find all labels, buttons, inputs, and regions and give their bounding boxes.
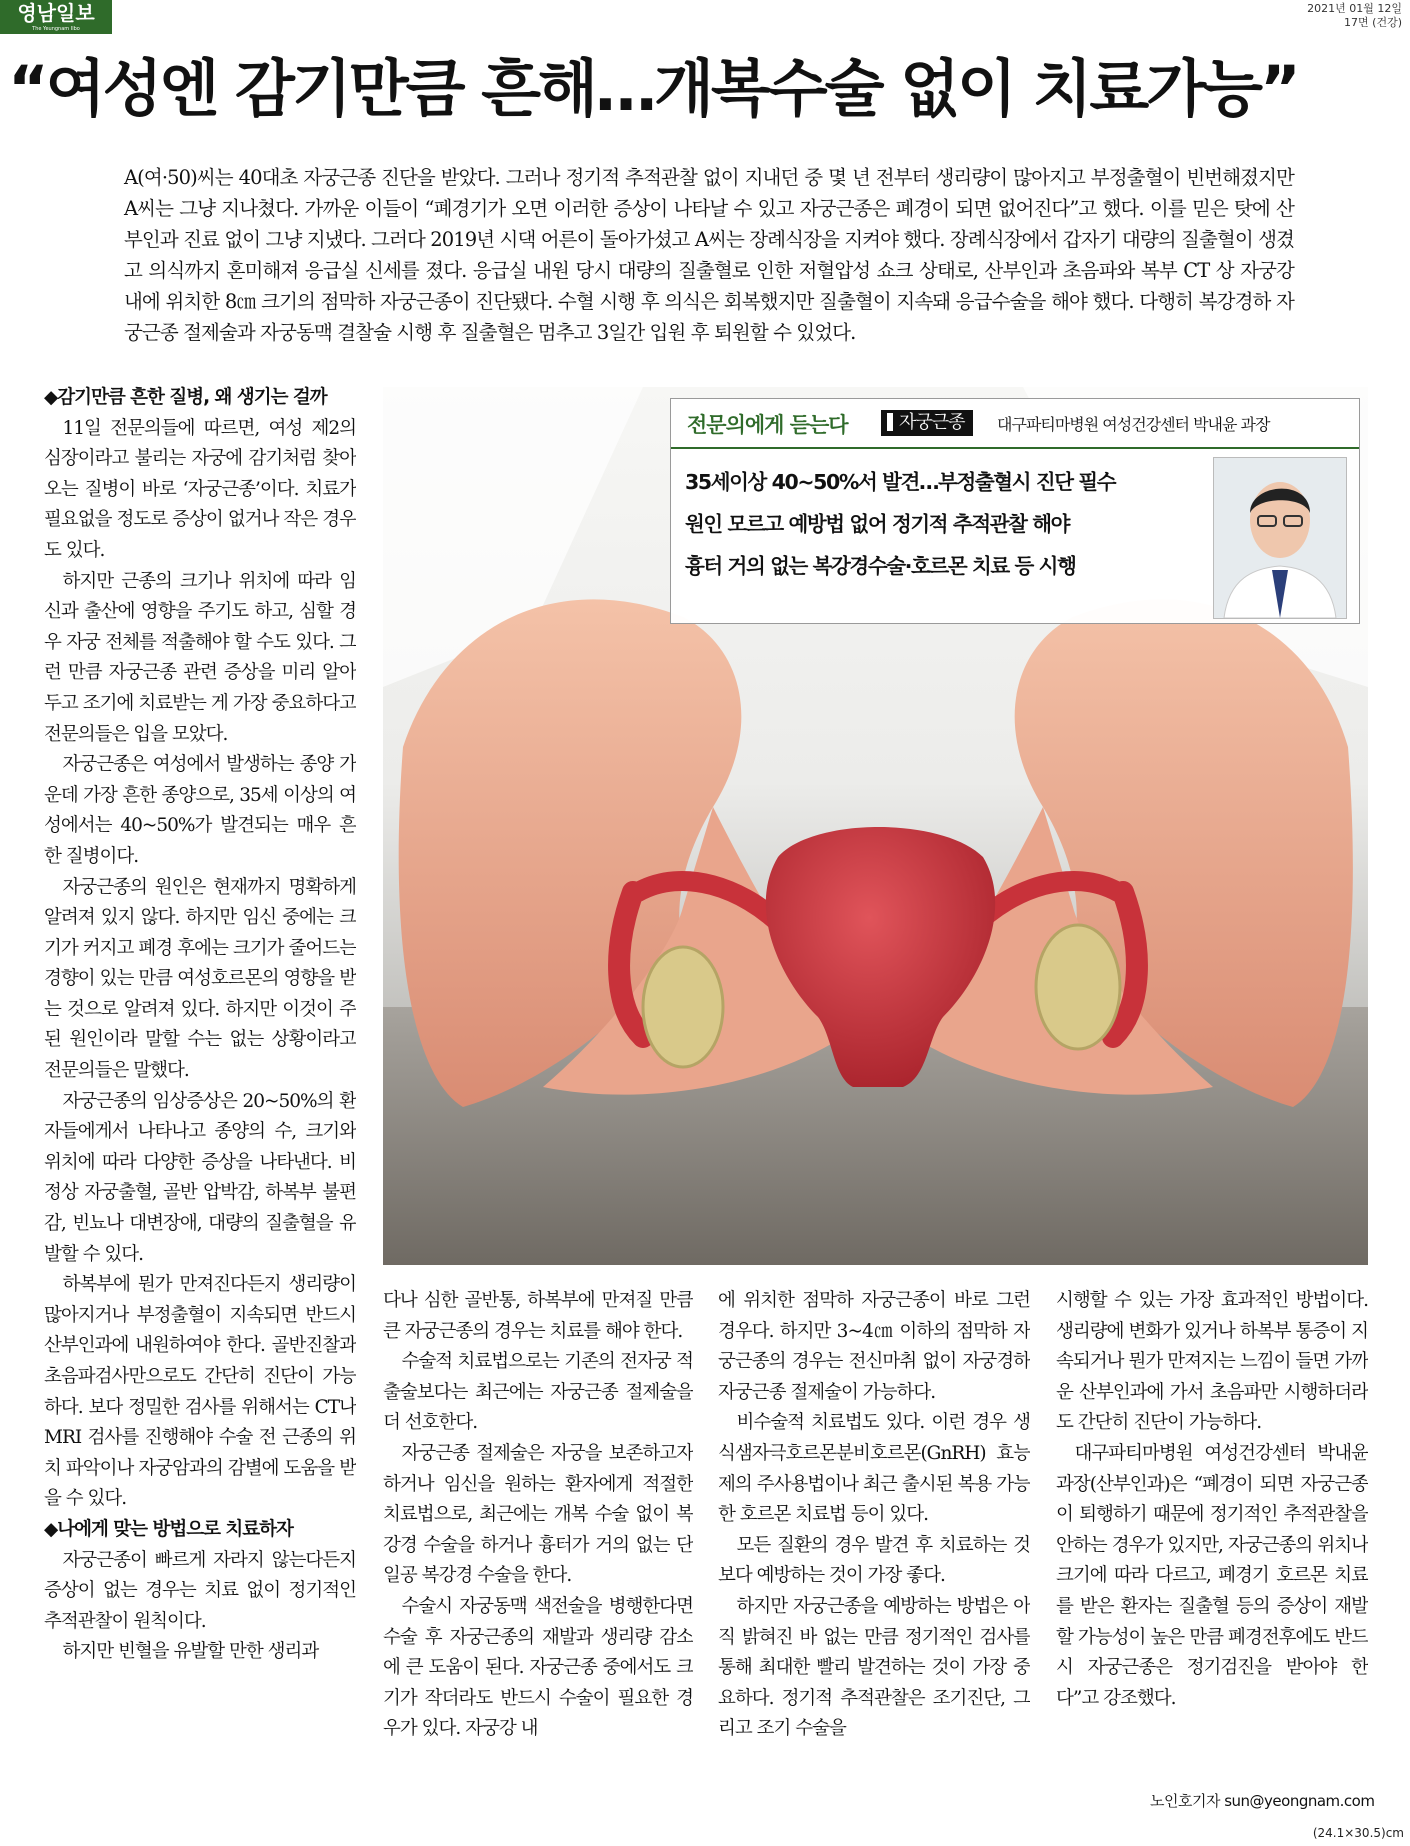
article-column-1 [44, 383, 356, 1813]
doctor-portrait [1213, 457, 1347, 619]
page-number: 17면 (건강) [1344, 16, 1402, 29]
square-bullet-icon [887, 413, 893, 431]
paragraph: 대구파티마병원 여성건강센터 박내윤 과장(산부인과)은 “폐경이 되면 자궁근종이 퇴행하기 때문에 정기적인 추적관찰을 안하는 경우가 있지만, 자궁근종의 위치나 크기에 따라 다르고, 폐경기 호르몬 치료를 받은 환자는 질출혈 등의 증상이 재발할 가능성이 높은 만큼 폐경전후에도 반드시 자궁근종은 정기검진을 받아야 한다”고 강조했다. [1056, 1442, 1368, 1709]
series-kicker: 전문의에게 듣는다 [687, 413, 848, 437]
expert-info-box [670, 398, 1360, 624]
reporter-byline: 노인호기자 sun@yeongnam.com [1150, 1792, 1375, 1810]
logo-text: 영남일보 [17, 1, 95, 25]
paragraph: 모든 질환의 경우 발견 후 치료하는 것보다 예방하는 것이 가장 좋다. [718, 1534, 1030, 1587]
topic-text: 자궁근종 [899, 412, 965, 433]
paragraph: 11일 전문의들에 따르면, 여성 제2의 심장이라고 불리는 자궁에 감기처럼 찾아오는 질병이 바로 ‘자궁근종’이다. 치료가 필요없을 정도로 증상이 없거나 작은 경우도 있다. [44, 417, 356, 561]
article-column-3 [718, 1286, 1030, 1816]
paragraph: 자궁근종 절제술은 자궁을 보존하고자 하거나 임신을 원하는 환자에게 적절한 치료법으로, 최근에는 개복 수술 없이 복강경 수술을 하거나 흉터가 거의 없는 단일공 복강경 수술을 한다. [383, 1442, 693, 1587]
issue-date: 2021년 01월 12일 [1307, 2, 1402, 15]
paragraph: 다나 심한 골반통, 하복부에 만져질 만큼 큰 자궁근종의 경우는 치료를 해야 한다. [383, 1290, 693, 1342]
topic-label [881, 410, 973, 436]
newspaper-logo [0, 0, 112, 34]
subheadline: 원인 모르고 예방법 없어 정기적 추적관찰 해야 [685, 512, 1070, 536]
paragraph: 수술시 자궁동맥 색전술을 병행한다면 수술 후 자궁근종의 재발과 생리량 감소에 큰 도움이 된다. 자궁근종 중에서도 크기가 작더라도 반드시 수술이 필요한 경우가 있다. 자궁강 내 [383, 1595, 693, 1740]
paragraph: 자궁근종의 원인은 현재까지 명확하게 알려져 있지 않다. 하지만 임신 중에는 크기가 커지고 폐경 후에는 크기가 줄어드는 경향이 있는 만큼 여성호르몬의 영향을 받는 것으로 알려져 있다. 하지만 이것이 주된 원인이라 말할 수는 없는 상황이라고 전문의들은 말했다. [44, 876, 356, 1082]
paragraph: 수술적 치료법으로는 기존의 전자궁 적출술보다는 최근에는 자궁근종 절제술을 더 선호한다. [383, 1351, 693, 1434]
article-size: (24.1×30.5)cm [1312, 1826, 1404, 1840]
paragraph: 자궁근종의 임상증상은 20~50%의 환자들에게서 나타나고 종양의 수, 크기와 위치에 따라 다양한 증상을 나타낸다. 비정상 자궁출혈, 골반 압박감, 하복부 불편감, 빈뇨나 대변장애, 대량의 질출혈을 유발할 수 있다. [44, 1090, 356, 1265]
paragraph: 자궁근종은 여성에서 발생하는 종양 가운데 가장 흔한 종양으로, 35세 이상의 여성에서는 40~50%가 발견되는 매우 흔한 질병이다. [44, 754, 356, 867]
paragraph: 비수술적 치료법도 있다. 이런 경우 생식샘자극호르몬분비호르몬(GnRH) 효능제의 주사용법이나 최근 출시된 복용 가능한 호르몬 치료법 등이 있다. [718, 1412, 1030, 1526]
headline: “여성엔 감기만큼 흔해…개복수술 없이 치료가능” [8, 52, 1298, 125]
article-column-4 [1056, 1286, 1368, 1816]
lead-paragraph: A(여·50)씨는 40대초 자궁근종 진단을 받았다. 그러나 정기적 추적관찰 없이 지내던 중 몇 년 전부터 생리량이 많아지고 부정출혈이 빈번해졌지만 A씨는 그냥 지나쳤다. 가까운 이들이 “폐경기가 오면 이러한 증상이 나타날 수 있고 자궁근종은 폐경이 되면 없어진다”고 했다. 이를 믿은 탓에 산부인과 진료 없이 그냥 지냈다. 그러다 2019년 시댁 어른이 돌아가셨고 A씨는 장례식장을 지켜야 했다. 장례식장에서 갑자기 대량의 질출혈이 생겼고 의식까지 혼미해져 응급실 신세를 졌다. 응급실 내원 당시 대량의 질출혈로 인한 저혈압성 쇼크 상태로, 산부인과 초음파와 복부 CT 상 자궁강 내에 위치한 8㎝ 크기의 점막하 자궁근종이 진단됐다. 수혈 시행 후 의식은 회복했지만 질출혈이 지속돼 응급수술을 해야 했다. 다행히 복강경하 자궁근종 절제술과 자궁동맥 결찰술 시행 후 질출혈은 멈추고 3일간 입원 후 퇴원할 수 있었다. [124, 166, 1294, 344]
subheadlines [685, 461, 1205, 587]
subheadline: 35세이상 40~50%서 발견…부정출혈시 진단 필수 [685, 470, 1116, 494]
paragraph: 시행할 수 있는 가장 효과적인 방법이다. 생리량에 변화가 있거나 하복부 통증이 지속되거나 뭔가 만져지는 느낌이 들면 가까운 산부인과에 가서 초음파만 시행하더라도 간단히 진단이 가능하다. [1056, 1290, 1368, 1434]
section-heading: ◆나에게 맞는 방법으로 치료하자 [44, 1518, 293, 1540]
paragraph: 에 위치한 점막하 자궁근종이 바로 그런 경우다. 하지만 3~4㎝ 이하의 점막하 자궁근종의 경우는 전신마취 없이 자궁경하 자궁근종 절제술이 가능하다. [718, 1290, 1030, 1403]
paragraph: 하지만 자궁근종을 예방하는 방법은 아직 밝혀진 바 없는 만큼 정기적인 검사를 통해 최대한 빨리 발견하는 것이 가장 중요하다. 정기적 추적관찰은 조기진단, 그리고 조기 수술을 [718, 1595, 1030, 1740]
logo-subtext: The Yeungnam Ilbo [32, 26, 80, 32]
subheadline: 흉터 거의 없는 복강경수술·호르몬 치료 등 시행 [685, 554, 1076, 578]
paragraph: 하지만 근종의 크기나 위치에 따라 임신과 출산에 영향을 주기도 하고, 심할 경우 자궁 전체를 적출해야 할 수도 있다. 그런 만큼 자궁근종 관련 증상을 미리 알아두고 조기에 치료받는 게 가장 중요하다고 전문의들은 입을 모았다. [44, 570, 356, 745]
paragraph: 하복부에 뭔가 만져진다든지 생리량이 많아지거나 부정출혈이 지속되면 반드시 산부인과에 내원하여야 한다. 골반진찰과 초음파검사만으로도 간단히 진단이 가능하다. 보다 정밀한 검사를 위해서는 CT나 MRI 검사를 진행해야 수술 전 근종의 위치 파악이나 자궁암과의 감별에 도움을 받을 수 있다. [44, 1274, 356, 1510]
article-column-2 [383, 1286, 693, 1816]
paragraph: 하지만 빈혈을 유발할 만한 생리과 [62, 1641, 319, 1663]
section-heading: ◆감기만큼 흔한 질병, 왜 생기는 걸까 [44, 387, 327, 408]
dateline [1307, 2, 1402, 30]
paragraph: 자궁근종이 빠르게 자라지 않는다든지 증상이 없는 경우는 치료 없이 정기적인 추적관찰이 원칙이다. [44, 1549, 356, 1632]
expert-byline: 대구파티마병원 여성건강센터 박내윤 과장 [997, 415, 1270, 434]
info-box-header [671, 399, 1359, 449]
